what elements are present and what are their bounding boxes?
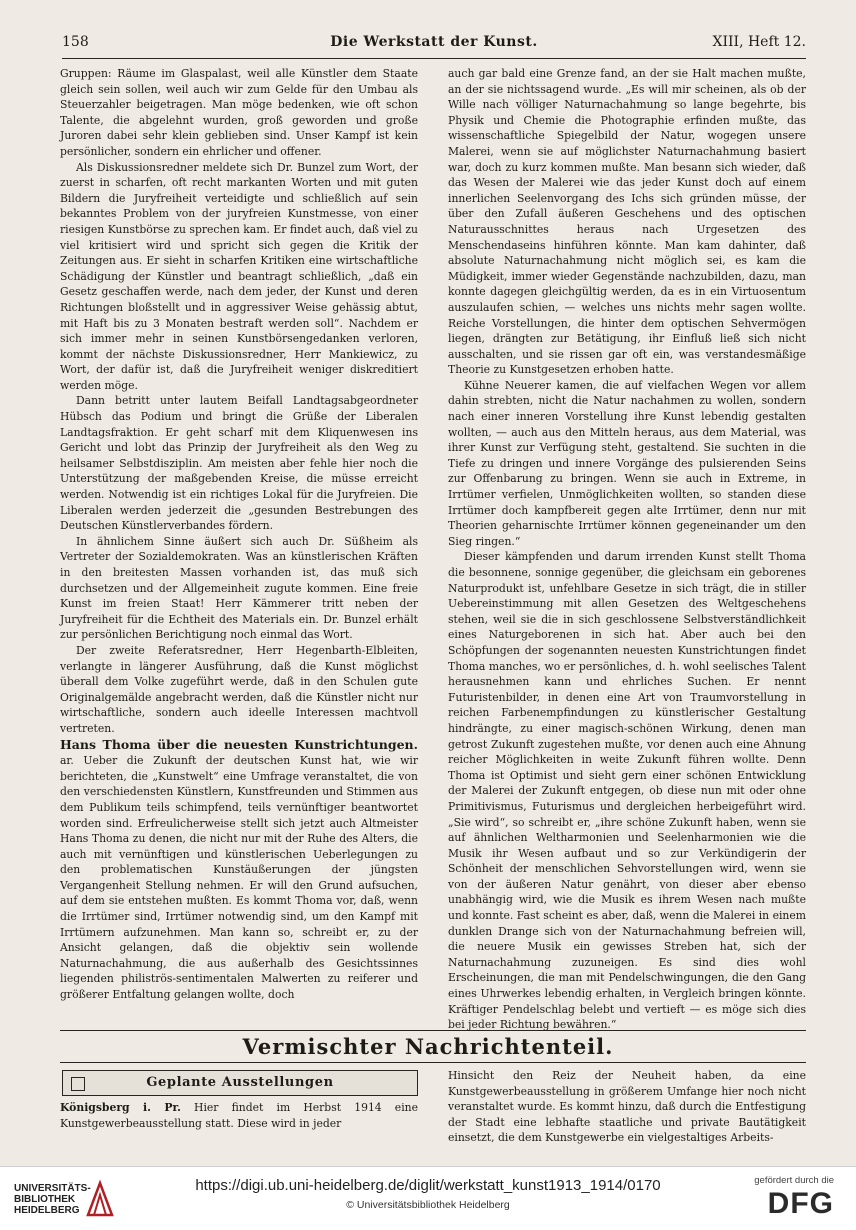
- section-title: Vermischter Nachrichtenteil.: [242, 1034, 614, 1059]
- paragraph: Der zweite Referatsredner, Herr Hegenbarth-Elbleiten, verlangte in längerer Ausführung, daß die Kunst möglichst überall dem Volke zugeführt werde, daß in den Schulen gute Originalgemälde angebracht werden, daß die Künstler nicht nur wirtschaftliche, sondern auch ideelle Interessen machtvoll vertreten.: [60, 643, 418, 735]
- category-box: [62, 1070, 418, 1096]
- paragraph: Gruppen: Räume im Glaspalast, weil alle Künstler dem Staate gleich sein sollen, weil auch wir zum Gelde für den Umbau als Steuerzahler beigetragen. Man möge bedenken, wie oft schon Talente, die abgelehnt wurden, groß geworden und große Juroren dabei sehr klein geblieben sind. Unser Kampf ist kein persönlicher, sondern ein ehrlicher und offener.: [60, 67, 418, 158]
- dfg-logo: DFG: [767, 1187, 834, 1220]
- right-column: [448, 66, 806, 1032]
- funded-by-label: gefördert durch die: [754, 1175, 834, 1186]
- paragraph: Dieser kämpfenden und darum irrenden Kunst stellt Thoma die besonnene, sonnige gegenüber, die gleichsam ein geborenes Naturprodukt ist, unfehlbare Gesetze in sich trägt, die in stiller Uebereinstimmung mit allen Gesetzen des Weltgeschehens stehen, weil sie die in sich geschlossene Selbstverständlichkeit eines Naturgeborenen in sich hat. Aber auch bei den Schöpfungen der sogenannten neuesten Kunstrichtungen findet Thoma manches, wo er persönliches, d. h. wohl seelisches Talent herausnehmen kann und ehrliches Suchen. Er nennt Futuristenbilder, in denen eine Art von Traumvorstellung in reichen Farbenempfindungen zu künstlerischer Gestaltung hindrängte, zu einer magisch-schönen Wirkung, denen man getrost Zukunft zugestehen mußte, vor denen auch eine Ahnung reicher Möglichkeiten in weite Zukunft führen wollte. Denn Thoma ist Optimist und sieht gern einer schönen Entwicklung der Malerei der Zukunft entgegen, ob diese nun mit oder ohne Primitivismus, Futurismus und dergleichen herbeigeführt wird. „Sie wird“, so schreibt er, „ihre schöne Zukunft haben, wenn sie auf ähnlichen Weltharmonien und Seelenharmonien wie die Musik ihr Wesen aufbaut und so zur Verkündigerin der Schönheit der menschlichen Sehvorstellungen wird, wenn sie von der äußeren Natur genährt, von dieser aber ebenso unabhängig wird, wie die Musik es ihrem Wesen nach mußte und konnte. Fast scheint es aber, daß, wenn die Malerei in einem dunklen Drange sich von der Naturnachahmung befreien will, die neuere Musik ein gewisses Streben hat, sich der Naturnachahmung zuzuneigen. Es sind dies wohl Erscheinungen, die man mit Pendelschwingungen, die den Gang eines Uhrwerkes lebendig erhalten, in Vergleich bringen könnte. Kräftiger Pendelschlag belebt und vertieft — es möge sich dies bei jeder Richtung bewähren.“: [448, 550, 806, 1032]
- journal-title: Die Werkstatt der Kunst.: [330, 34, 538, 50]
- paragraph: In ähnlichem Sinne äußert sich auch Dr. Süßheim als Vertreter der Sozialdemokraten. Was an künstlerischen Kräften in den breitesten Massen vorhanden ist, das muß sich durchsetzen und der Allgemeinheit zugute kommen. Eine freie Kunst im freien Staat! Herr Kämmerer tritt neben der Juryfreiheit für die Echtheit des Materials ein. Dr. Bunzel erhält zur persönlichen Berichtigung noch einmal das Wort.: [60, 534, 418, 642]
- section-divider: [60, 1030, 806, 1031]
- news-right-text: [448, 1068, 806, 1146]
- paragraph: Dann betritt unter lautem Beifall Landtagsabgeordneter Hübsch das Podium und bringt die Grüße der Liberalen Landtagsfraktion. Er geht scharf mit dem Kliquenwesen ins Gericht und lobt das Prinzip der Juryfreiheit als den Weg zu heilsamer Selbstdisziplin. Am meisten aber fehle hier noch die Unterstützung der maßgebenden Kreise, die müsse erreicht werden. Notwendig ist ein richtiges Lokal für die Juryfreien. Die Liberalen werden jederzeit die „gesunden Bestrebungen des Deutschen Künstlerverbandes fördern.: [60, 394, 418, 533]
- category-title: Geplante Ausstellungen: [146, 1075, 334, 1090]
- paragraph: Kühne Neuerer kamen, die auf vielfachen Wegen vor allem dahin strebten, nicht die Natur nachahmen zu wollen, sondern nach einer inneren Vorstellung ihre Kunst lebendig gestalten wollten, — auch aus den Mitteln heraus, aus dem Material, was ihrer Kunst zur Verfügung steht, gestaltend. Sie suchten in die Tiefe zu dringen und innere Vorgänge des pulsierenden Seins zur Offenbarung zu bringen. Wenn sie auch in Extreme, in Irrtümer verfielen, Unmöglichkeiten wollten, so standen diese Irrtümer doch kampfbereit gegen alte Irrtümer, denn nur mit Theorien geharnischte Irrtümer können gegeneinander um den Sieg ringen.“: [448, 378, 806, 548]
- news-text-continued: Hinsicht den Reiz der Neuheit haben, da eine Kunstgewerbeausstellung in größerem Umfange hier noch nicht veranstaltet wurde. Es kommt hinzu, daß durch die Entfestigung der Stadt eine lebhafte staatliche und private Bautätigkeit einsetzt, die dem Kunstgewerbe ein vielgestaltiges Arbeits-: [448, 1069, 806, 1145]
- page-number: 158: [62, 34, 89, 50]
- page-header: [62, 28, 806, 59]
- copyright-text: © Universitätsbibliothek Heidelberg: [346, 1199, 510, 1211]
- paragraph: Als Diskussionsredner meldete sich Dr. Bunzel zum Wort, der zuerst in scharfen, oft recht markanten Worten und mit guten Bildern die Juryfreiheit verteidigte und schließlich auf sein bekanntes Problem von der juryfreien Kunstmesse, von einer riesigen Kunstbörse zu sprechen kam. Er findet auch, daß viel zu viel kritisiert wird und spricht sich gegen die Kritik der Zeitungen aus. Er sieht in scharfen Kritiken eine wirtschaftliche Schädigung der Künstler und beantragt schließlich, „daß ein Gesetz geschaffen werde, nach dem jeder, der Kunst und deren Richtungen bloßstellt und in aggressiver Weise gehässig abtut, mit Haft bis zu 3 Monaten bestraft werden soll“. Nachdem er sich immer mehr in seinen Kunstbörsengedanken verloren, kommt der nächste Diskussionsredner, Herr Mankiewicz, zu Wort, der dafür ist, daß die Juryfreiheit weniger diskreditiert werden möge.: [60, 160, 418, 392]
- permalink-link[interactable]: https://digi.ub.uni-heidelberg.de/diglit/werkstatt_kunst1913_1914/0170: [195, 1177, 661, 1194]
- news-text: Hier findet im Herbst 1914 eine Kunstgewerbeausstellung statt. Diese wird in jeder: [60, 1101, 418, 1130]
- left-column: [60, 66, 418, 1024]
- viewer-footer: [0, 1166, 856, 1230]
- section-divider-lower: [60, 1062, 806, 1063]
- news-left-text: [60, 1100, 418, 1131]
- article-text: ar. Ueber die Zukunft der deutschen Kunst hat, wie wir berichteten, die „Kunstwelt“ eine Umfrage veranstaltet, die von den verschiedensten Künstlern, Kunstfreunden und Stimmen aus dem Publikum teils schimpfend, teils vernünftiger beantwortet worden sind. Erfreulicherweise stellt sich jetzt auch Altmeister Hans Thoma zu denen, die nicht nur mit der Ruhe des Alters, die auch mit vernünftigen und künstlerischen Ueberlegungen zu den problematischen Kunstäußerungen der jüngsten Vergangenheit Stellung nehmen. Er will den Grund aufsuchen, auf dem sie entstehen mußten. Es kommt Thoma vor, daß, wenn die Irrtümer sind, Irrtümer notwendig sind, um den Kampf mit Irrtümern aufzunehmen. Man kann so, schreibt er, zu der Ansicht gelangen, daß die objektiv sein wollende Naturnachahmung, die aus außerhalb des Gesichtssinnes liegenden philiströs-sentimentalen Malwerten zu reiferer und größerer Entfaltung gelangen wollte, doch: [60, 754, 418, 1002]
- institution-name: UNIVERSITÄTS-BIBLIOTHEK HEIDELBERG: [14, 1183, 91, 1216]
- article-heading: Hans Thoma über die neuesten Kunstrichtungen.: [60, 736, 418, 752]
- paragraph: auch gar bald eine Grenze fand, an der sie Halt machen mußte, an der sie nichtssagend wurde. „Es will mir scheinen, als ob der Wille nach völliger Naturnachahmung so lange begehrte, bis Physik und Chemie die Photographie erfinden mußte, das wissenschaftliche Spiegelbild der Natur, wogegen unsere Malerei, wenn sie auf möglichster Naturnachahmung basiert war, doch zu kurz kommen mußte. Man besann sich wieder, daß das Wesen der Malerei wie das jeder Kunst doch auf einem innerlichen Seelenvorgang des Ichs sich gründen müsse, der über den Zufall äußeren Geschehens und des optischen Naturausschnittes heraus nach Urgesetzen des Menschendaseins hinführen könnte. Man kam dahinter, daß absolute Naturnachahmung nicht möglich sei, es kam die Müdigkeit, immer wieder Gegenstände nachzubilden, dazu, man konnte dagegen gleichgültig werden, da es in ein Virtuosentum auszulaufen schien, — welches uns nichts mehr sagen wollte. Reiche Vorstellungen, die hinter dem optischen Sehvermögen liegen, drängten zur Betätigung, ihr Einfluß ließ sich nicht ausschalten, und sie rissen gar oft ein, was verstandesmäßige Theorie zu Kunstgesetzen erhoben hatte.: [448, 67, 806, 377]
- issue-label: XIII, Heft 12.: [712, 34, 806, 50]
- news-location: Königsberg i. Pr.: [60, 1101, 181, 1114]
